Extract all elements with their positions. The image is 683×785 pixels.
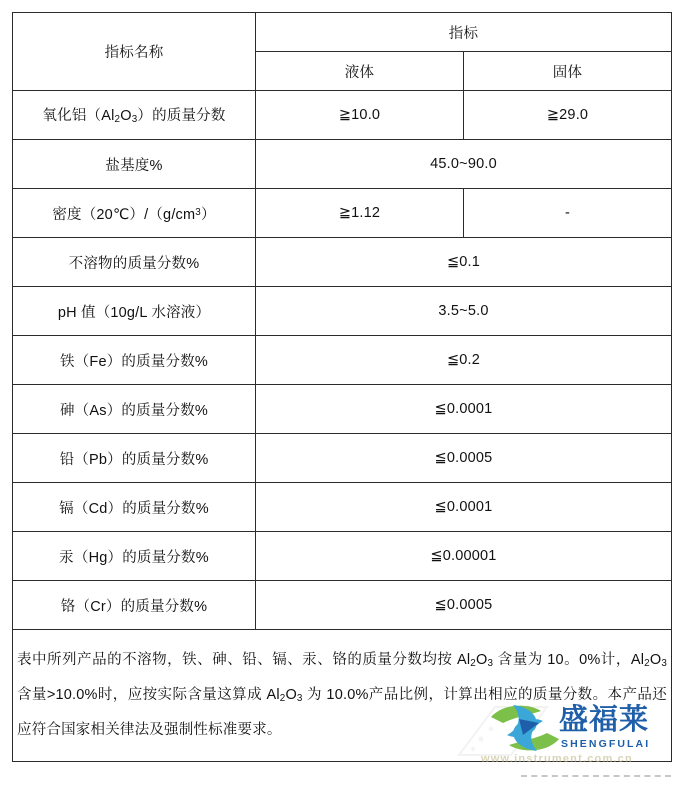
row-indicator-name: 铬（Cr）的质量分数% [13, 581, 256, 630]
row-indicator-name: 氧化铝$(Al_2O_3)$的质量分数 [13, 91, 256, 140]
header-liquid: 液体 [256, 52, 464, 91]
row-value-combined: 3.5~5.0 [256, 287, 672, 336]
row-value-solid: ≧29.0 [464, 91, 672, 140]
row-value-liquid: ≧10.0 [256, 91, 464, 140]
specification-table [12, 12, 672, 762]
table-row [13, 385, 672, 434]
row-value-combined: ≦0.0005 [256, 434, 672, 483]
header-row-top [13, 13, 672, 52]
table-row [13, 581, 672, 630]
table-row [13, 189, 672, 238]
row-indicator-name: 不溶物的质量分数% [13, 238, 256, 287]
header-solid: 固体 [464, 52, 672, 91]
row-value-combined: ≦0.0001 [256, 385, 672, 434]
row-value-combined: ≦0.00001 [256, 532, 672, 581]
row-value-combined: ≦0.0001 [256, 483, 672, 532]
table-row [13, 91, 672, 140]
row-indicator-name: 盐基度% [13, 140, 256, 189]
row-value-combined: ≦0.1 [256, 238, 672, 287]
row-indicator-name: 铅（Pb）的质量分数% [13, 434, 256, 483]
brand-url: www.instrument.com.cn [481, 753, 633, 765]
table-row [13, 140, 672, 189]
table-row [13, 336, 672, 385]
row-value-liquid: ≧1.12 [256, 189, 464, 238]
header-indicator-name: 指标名称 [13, 13, 256, 91]
footnote-row [13, 630, 672, 762]
table-row [13, 287, 672, 336]
table-row [13, 434, 672, 483]
row-indicator-name: 密度$(20℃)/(g/cm^3)$ [13, 189, 256, 238]
table-row [13, 238, 672, 287]
row-value-combined: ≦0.2 [256, 336, 672, 385]
footnote-cell [13, 630, 672, 762]
brand-name-cn: 盛福莱 [559, 702, 650, 736]
row-indicator-name: 汞（Hg）的质量分数% [13, 532, 256, 581]
row-indicator-name: pH 值（10g/L 水溶液） [13, 287, 256, 336]
row-indicator-name: 砷（As）的质量分数% [13, 385, 256, 434]
row-value-combined: 45.0~90.0 [256, 140, 672, 189]
table-body [13, 13, 672, 762]
row-value-solid: - [464, 189, 672, 238]
row-indicator-name: 铁（Fe）的质量分数% [13, 336, 256, 385]
footnote-text: 表中所列产品的不溶物，铁、砷、铅、镉、汞、铬的质量分数均按 $Al_2O_3$ 含量为 10。0%计，$Al_2O_3$ 含量>10.0%时，应按实际含量这算成 $Al_2O_3$ 为 10.0%产品比例，计算出相应的质量分数。本产品还应符合国家相关律法及强制性标准要求。 [17, 651, 667, 739]
row-indicator-name: 镉（Cd）的质量分数% [13, 483, 256, 532]
row-value-combined: ≦0.0005 [256, 581, 672, 630]
table-row [13, 532, 672, 581]
brand-name-en: SHENGFULAI [561, 738, 651, 750]
table-row [13, 483, 672, 532]
watermark-dashed-line [521, 775, 671, 777]
header-index: 指标 [256, 13, 672, 52]
